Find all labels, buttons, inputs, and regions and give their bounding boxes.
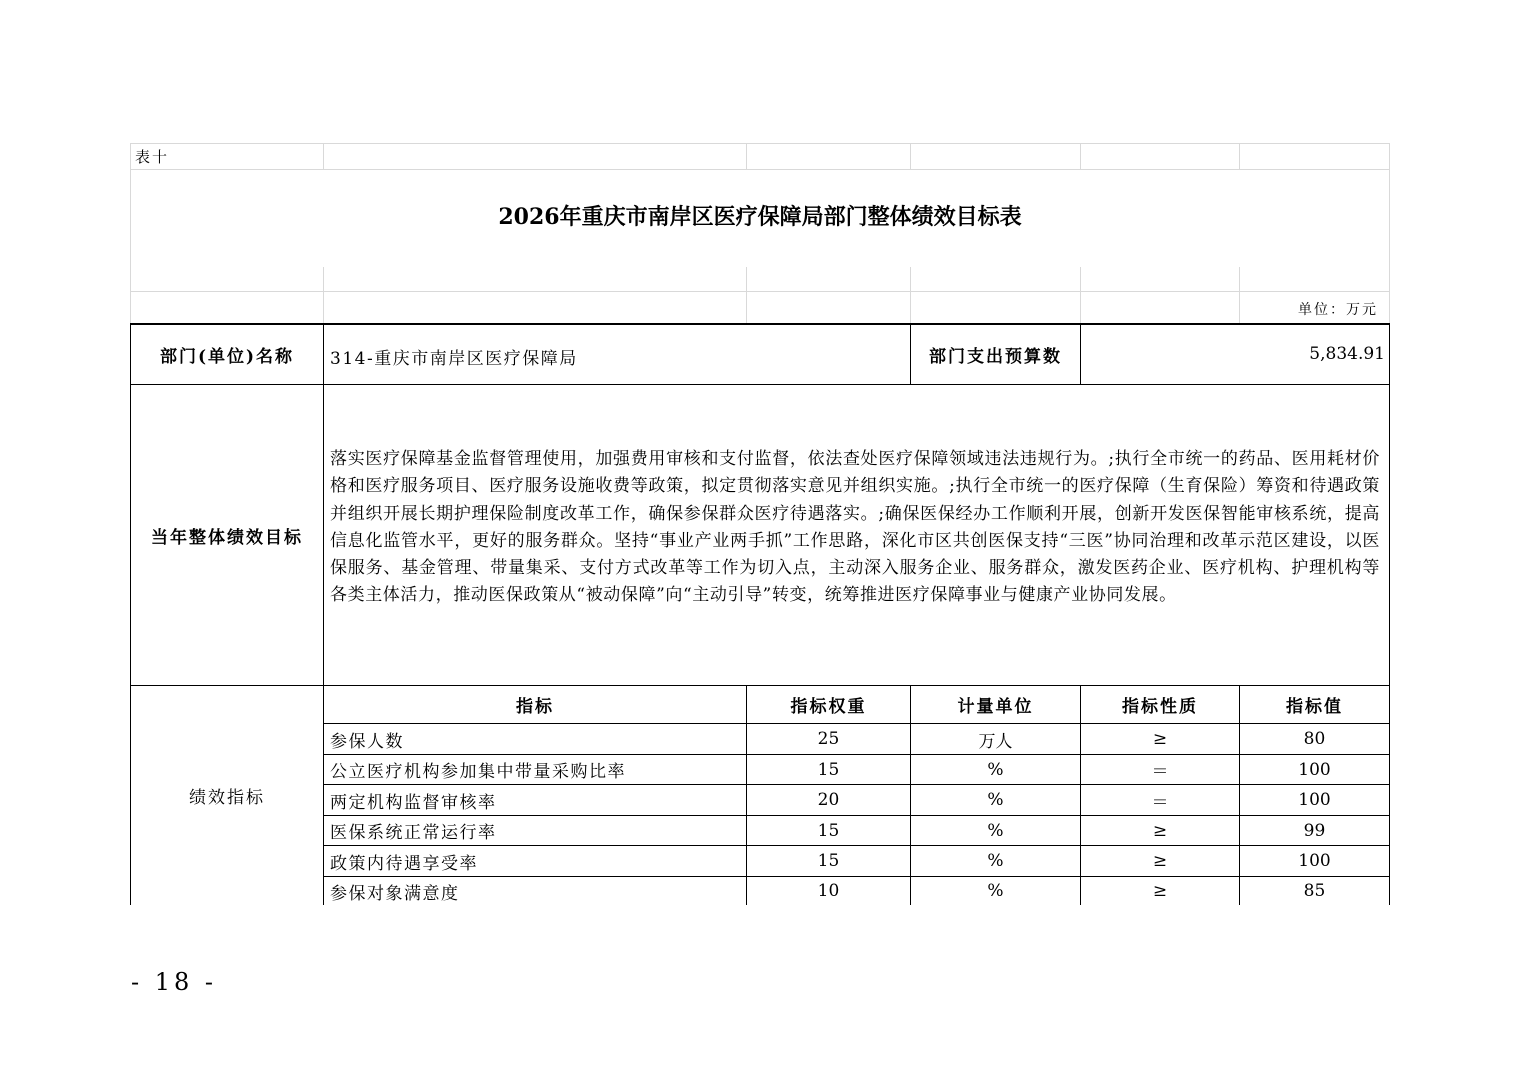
budget-value: 5,834.91 xyxy=(1309,344,1385,364)
unit-label: 单位：万元 xyxy=(1298,302,1378,318)
page-title: 2026年重庆市南岸区医疗保障局部门整体绩效目标表 xyxy=(498,204,1022,230)
indicator-name: 两定机构监督审核率 xyxy=(330,792,497,813)
indicator-nature: ＝ xyxy=(1151,792,1169,813)
header-indicator: 指标 xyxy=(516,697,554,717)
indicator-nature: ≥ xyxy=(1152,851,1168,871)
indicator-value: 100 xyxy=(1298,851,1331,871)
indicator-unit: % xyxy=(987,759,1004,780)
indicator-name: 参保对象满意度 xyxy=(330,883,460,904)
header-nature: 指标性质 xyxy=(1122,697,1198,717)
page-number: - 18 - xyxy=(131,968,218,996)
dept-name-value: 314-重庆市南岸区医疗保障局 xyxy=(330,349,578,369)
header-unit: 计量单位 xyxy=(957,697,1034,717)
indicator-value: 100 xyxy=(1298,759,1331,780)
indicator-name: 公立医疗机构参加集中带量采购比率 xyxy=(330,762,626,782)
dept-name-label: 部门(单位)名称 xyxy=(159,347,295,367)
indicator-unit: % xyxy=(987,790,1004,810)
indicator-weight: 15 xyxy=(817,820,840,841)
indicator-value: 100 xyxy=(1298,790,1331,810)
indicator-value: 80 xyxy=(1303,729,1326,749)
indicator-name: 参保人数 xyxy=(330,731,404,752)
indicator-name: 政策内待遇享受率 xyxy=(330,853,478,874)
table-label: 表十 xyxy=(135,148,170,166)
indicator-weight: 10 xyxy=(817,881,840,901)
indicator-unit: % xyxy=(987,881,1004,901)
indicator-unit: % xyxy=(987,851,1004,871)
indicator-unit: 万人 xyxy=(978,731,1013,752)
header-weight: 指标权重 xyxy=(790,697,867,717)
indicator-value: 85 xyxy=(1303,881,1326,901)
indicator-unit: % xyxy=(987,820,1004,841)
indicator-nature: ＝ xyxy=(1151,762,1169,782)
indicators-label: 绩效指标 xyxy=(189,788,265,808)
indicator-value: 99 xyxy=(1303,820,1326,841)
goal-text: 落实医疗保障基金监督管理使用，加强费用审核和支付监督，依法查处医疗保障领域违法违规行为。;执行全市统一的药品、医用耗材价格和医疗服务项目、医疗服务设施收费等政策，拟定贯彻落实意见并组织实施。;执行全市统一的医疗保障（生育保险）筹资和待遇政策并组织开展长期护理保险制度改革工作，确保参保群众医疗待遇落实。;确保医保经办工作顺利开展，创新开发医保智能审核系统，提高信息化监管水平，更好的服务群众。坚持“事业产业两手抓”工作思路，深化市区共创医保支持“三医”协同治理和改革示范区建设，以医保服务、基金管理、带量集采、支付方式改革等工作为切入点，主动深入服务企业、服务群众，激发医药企业、医疗机构、护理机构等各类主体活力，推动医保政策从“被动保障”向“主动引导”转变，统筹推进医疗保障事业与健康产业协同发展。 xyxy=(330,449,1380,606)
indicator-weight: 20 xyxy=(817,790,840,810)
indicator-weight: 15 xyxy=(817,759,840,780)
indicator-weight: 15 xyxy=(817,851,840,871)
indicator-nature: ≥ xyxy=(1152,820,1168,841)
indicator-nature: ≥ xyxy=(1152,881,1168,901)
indicator-nature: ≥ xyxy=(1152,729,1168,749)
indicator-name: 医保系统正常运行率 xyxy=(330,823,497,843)
header-value: 指标值 xyxy=(1286,697,1343,717)
indicator-weight: 25 xyxy=(817,729,840,749)
budget-label: 部门支出预算数 xyxy=(929,347,1062,367)
goal-label: 当年整体绩效目标 xyxy=(151,527,303,548)
